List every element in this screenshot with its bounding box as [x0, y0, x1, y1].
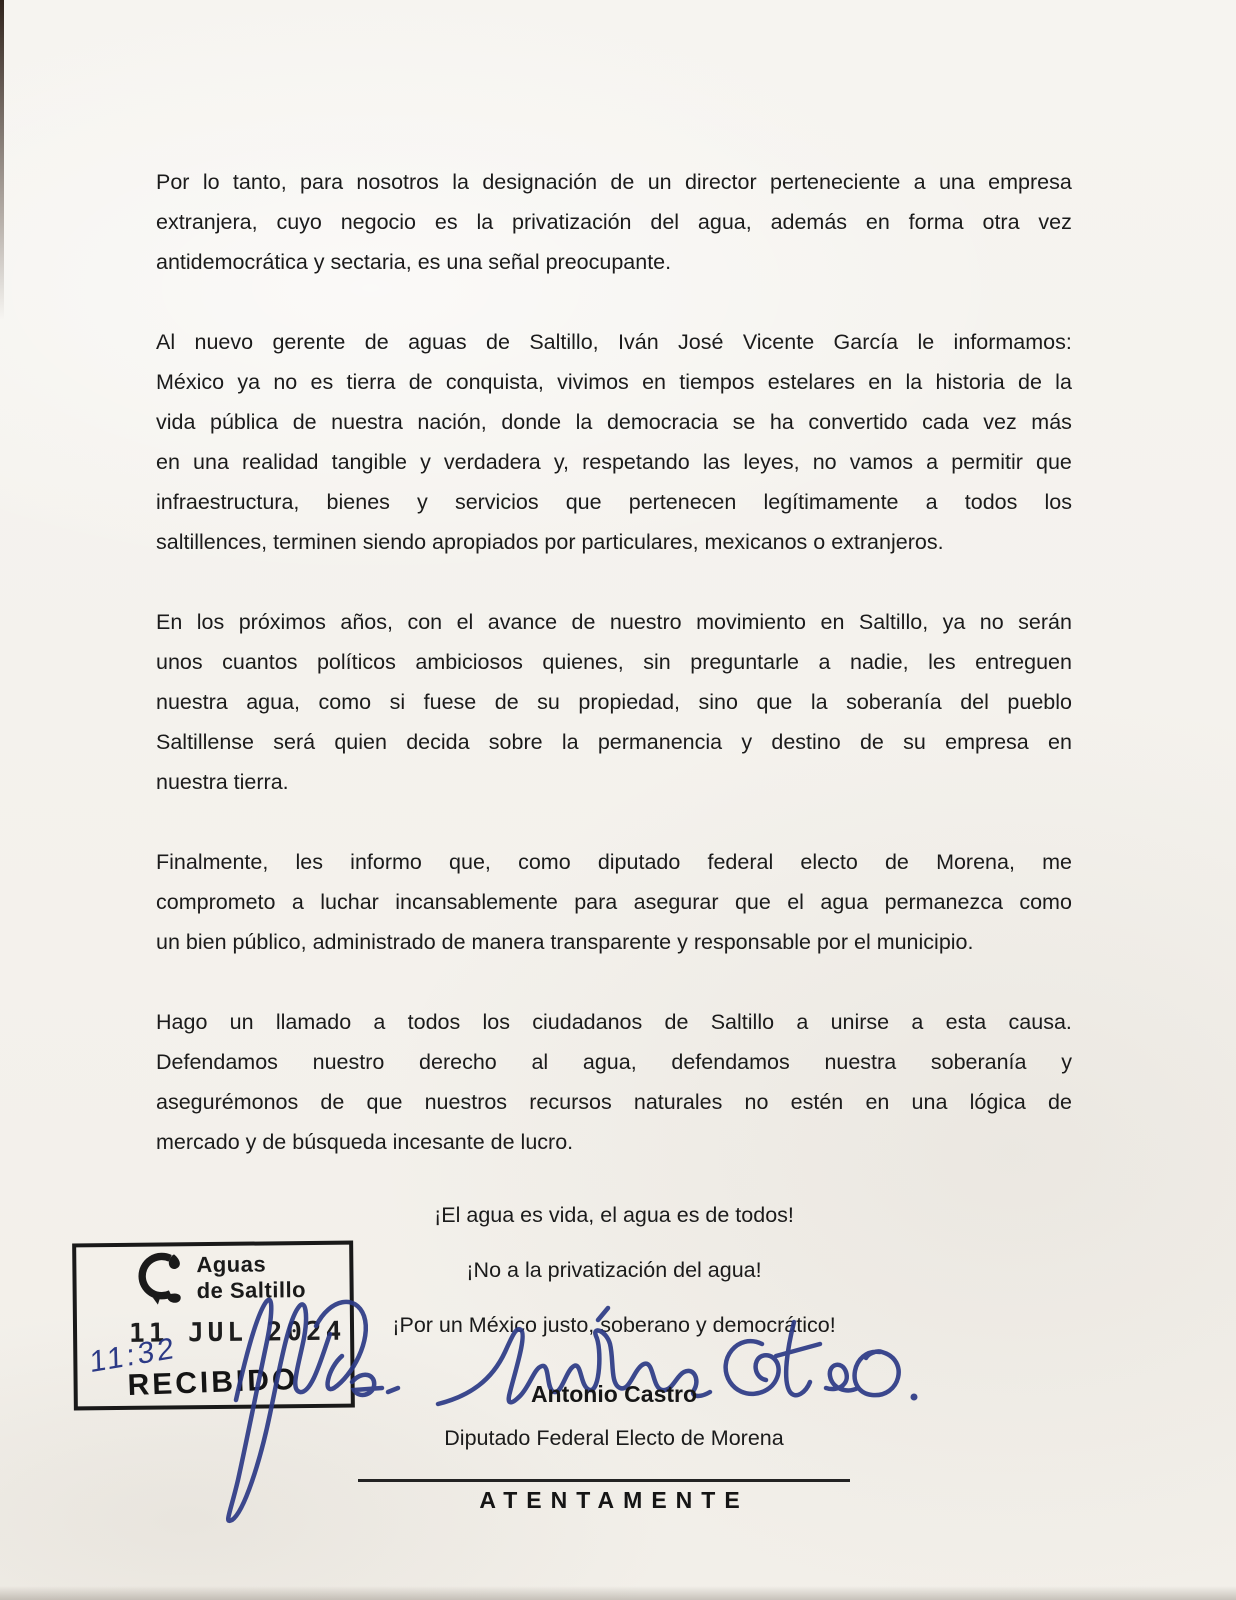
closing-rule	[358, 1479, 850, 1482]
paragraph	[156, 1002, 1072, 1162]
paragraph-line: Finalmente, les informo que, como diputado federal electo de Morena, me	[156, 850, 1072, 874]
paragraph-line: vida pública de nuestra nación, donde la democracia se ha convertido cada vez más	[156, 410, 1072, 434]
stamp-date: 11 JUL 2024	[128, 1316, 346, 1349]
paragraph-line: extranjera, cuyo negocio es la privatización del agua, además en forma otra vez	[156, 210, 1072, 234]
paragraph-line: Al nuevo gerente de aguas de Saltillo, Iván José Vicente García le informamos:	[156, 330, 1072, 354]
paragraph-line: asegurémonos de que nuestros recursos naturales no estén en una lógica de	[156, 1090, 1072, 1114]
stamp-org-name	[196, 1251, 306, 1304]
letter-body	[156, 162, 1072, 1202]
paragraph-line: infraestructura, bienes y servicios que pertenecen legítimamente a todos los	[156, 490, 1072, 514]
stamp-org-line1: Aguas	[196, 1251, 267, 1278]
paragraph-line: Defendamos nuestro derecho al agua, defendamos nuestra soberanía y	[156, 1050, 1072, 1074]
scan-bottom-shadow	[0, 1586, 1236, 1600]
paragraph-line: nuestra tierra.	[156, 770, 289, 794]
paragraph-line: un bien público, administrado de manera transparente y responsable por el municipio.	[156, 930, 974, 954]
paragraph-line: Saltillense será quien decida sobre la permanencia y destino de su empresa en	[156, 730, 1072, 754]
paragraph-line: México ya no es tierra de conquista, vivimos en tiempos estelares en la historia de la	[156, 370, 1072, 394]
paragraph	[156, 602, 1072, 802]
scan-edge-artifact	[0, 0, 4, 320]
signer-title: Diputado Federal Electo de Morena	[444, 1426, 784, 1450]
paragraph-line: comprometo a luchar incansablemente para asegurar que el agua permanezca como	[156, 890, 1072, 914]
paragraph-line: nuestra agua, como si fuese de su propiedad, sino que la soberanía del pueblo	[156, 690, 1072, 714]
paragraph-line: mercado y de búsqueda incesante de lucro.	[156, 1130, 574, 1154]
paragraph-line: antidemocrática y sectaria, es una señal preocupante.	[156, 250, 672, 274]
paragraph-line: en una realidad tangible y verdadera y, respetando las leyes, no vamos a permitir que	[156, 450, 1072, 474]
paragraph-line: saltillences, terminen siendo apropiados por particulares, mexicanos o extranjeros.	[156, 530, 944, 554]
stamp-org-line2: de Saltillo	[196, 1277, 307, 1304]
stamp-time-handwritten: 11:32	[89, 1331, 178, 1380]
aguas-de-saltillo-logo-icon	[136, 1252, 191, 1307]
paragraph	[156, 842, 1072, 962]
closing-atentamente: ATENTAMENTE	[479, 1487, 749, 1513]
paragraph	[156, 162, 1072, 282]
signed-name: Antonio Castro	[530, 1381, 698, 1407]
slogan-water-is-life: ¡El agua es vida, el agua es de todos!	[434, 1203, 794, 1227]
paragraph	[156, 322, 1072, 562]
slogan-por-un-mexico: ¡Por un México justo, soberano y democrático!	[392, 1313, 836, 1337]
paragraph-line: Por lo tanto, para nosotros la designación de un director perteneciente a una empresa	[156, 170, 1072, 194]
paragraph-line: unos cuantos políticos ambiciosos quienes, sin preguntarle a nadie, les entreguen	[156, 650, 1072, 674]
stamp-received-label: RECIBIDO	[127, 1362, 299, 1403]
paragraph-line: Hago un llamado a todos los ciudadanos de Saltillo a unirse a esta causa.	[156, 1010, 1072, 1034]
paragraph-line: En los próximos años, con el avance de nuestro movimiento en Saltillo, ya no serán	[156, 610, 1072, 634]
slogan-no-privatization: ¡No a la privatización del agua!	[466, 1258, 762, 1282]
